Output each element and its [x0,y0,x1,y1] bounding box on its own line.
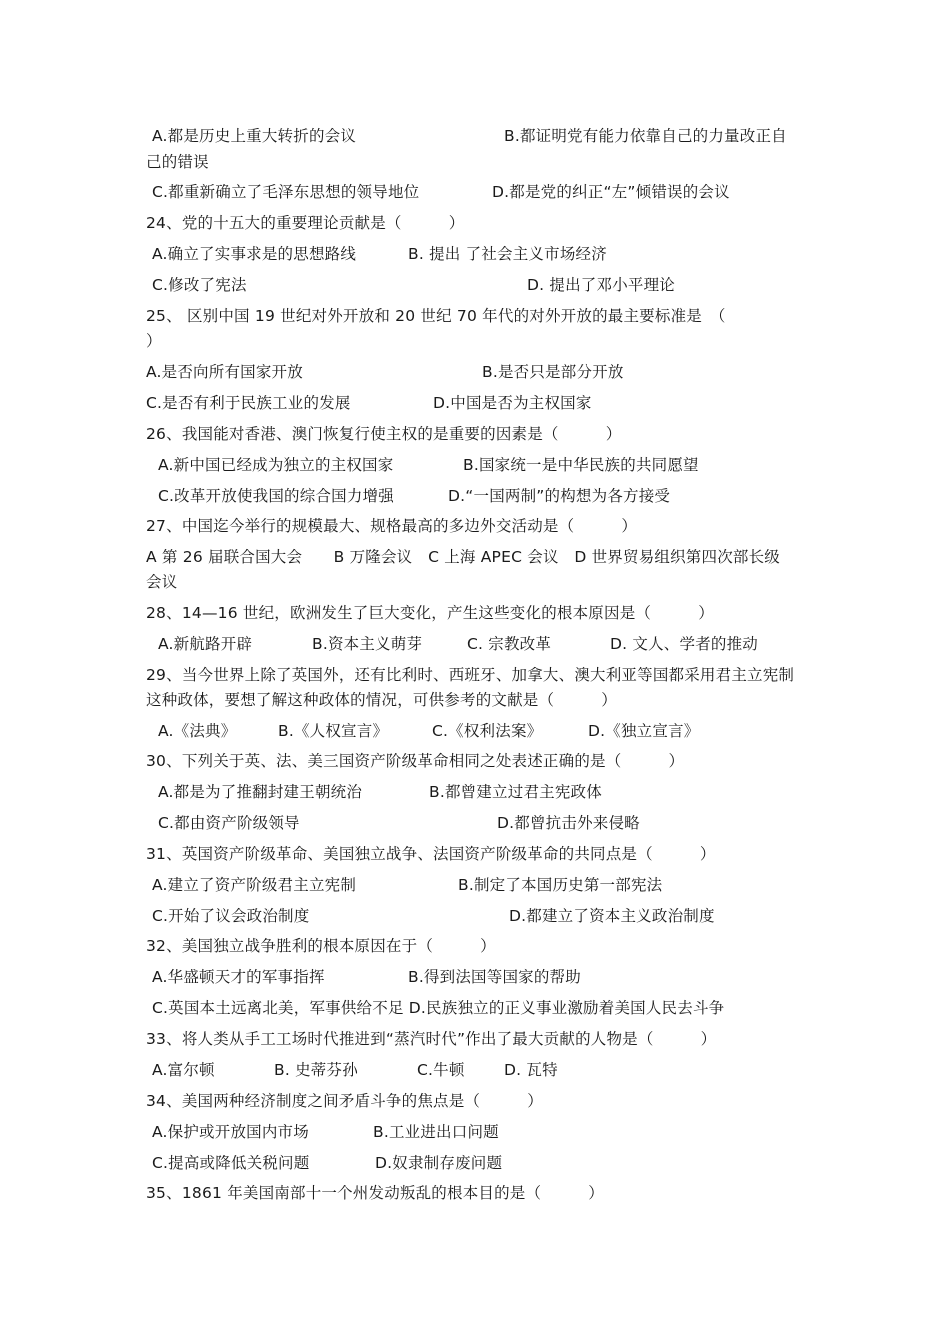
q30-option-a: A.都是为了推翻封建王朝统治 [158,783,363,801]
q33-stem: 33、将人类从手工工场时代推进到“蒸汽时代”作出了最大贡献的人物是（ ） [146,1030,717,1048]
q29-option-b: B.《人权宣言》 [278,722,389,740]
q28-option-c: C. 宗教改革 [467,635,552,653]
q23-option-c: C.都重新确立了毛泽东思想的领导地位 [152,183,420,201]
q25-option-a: A.是否向所有国家开放 [146,363,303,381]
q31-stem: 31、英国资产阶级革命、美国独立战争、法国资产阶级革命的共同点是（ ） [146,845,716,863]
q33-option-c: C.牛顿 [417,1061,465,1079]
q28-option-b: B.资本主义萌芽 [312,635,423,653]
q23-option-b-continued: 己的错误 [146,153,209,171]
q25-option-d: D.中国是否为主权国家 [433,394,592,412]
q27-options: A 第 26 届联合国大会 B 万隆会议 C 上海 APEC 会议 D 世界贸易组织第四次部长级 [146,548,781,566]
q23-option-a: A.都是历史上重大转折的会议 [152,127,357,145]
q32-option-b: B.得到法国等国家的帮助 [408,968,581,986]
q30-option-c: C.都由资产阶级领导 [158,814,300,832]
q26-option-c: C.改革开放使我国的综合国力增强 [158,487,394,505]
q31-option-a: A.建立了资产阶级君主立宪制 [152,876,357,894]
q34-option-a: A.保护或开放国内市场 [152,1123,309,1141]
q27-stem: 27、中国迄今举行的规模最大、规格最高的多边外交活动是（ ） [146,517,638,535]
q31-option-c: C.开始了议会政治制度 [152,907,310,925]
q31-option-b: B.制定了本国历史第一部宪法 [458,876,663,894]
q32-option-a: A.华盛顿天才的军事指挥 [152,968,325,986]
q32-option-c-d: C.英国本土远离北美，军事供给不足 D.民族独立的正义事业激励着美国人民去斗争 [152,999,725,1017]
q33-option-a: A.富尔顿 [152,1061,215,1079]
q31-option-d: D.都建立了资本主义政治制度 [509,907,715,925]
q29-option-c: C.《权利法案》 [432,722,543,740]
q34-stem: 34、美国两种经济制度之间矛盾斗争的焦点是（ ） [146,1092,543,1110]
q28-stem: 28、14—16 世纪，欧洲发生了巨大变化，产生这些变化的根本原因是（ ） [146,604,714,622]
q24-option-b: B. 提出 了社会主义市场经济 [408,245,607,263]
q25-option-c: C.是否有利于民族工业的发展 [146,394,351,412]
q34-option-b: B.工业进出口问题 [373,1123,499,1141]
q30-option-b: B.都曾建立过君主宪政体 [429,783,602,801]
q35-stem: 35、1861 年美国南部十一个州发动叛乱的根本目的是（ ） [146,1184,604,1202]
q27-options-continued: 会议 [146,573,178,591]
q25-option-b: B.是否只是部分开放 [482,363,624,381]
q24-option-d: D. 提出了邓小平理论 [527,276,675,294]
q29-stem-continued: 这种政体，要想了解这种政体的情况，可供参考的文献是（ ） [146,691,618,709]
q33-option-b: B. 史蒂芬孙 [274,1061,358,1079]
q23-option-b: B.都证明党有能力依靠自己的力量改正自 [504,127,787,145]
q29-option-a: A.《法典》 [158,722,237,740]
q25-stem: 25、 区别中国 19 世纪对外开放和 20 世纪 70 年代的对外开放的最主要标准是 （ [146,307,726,325]
q28-option-d: D. 文人、学者的推动 [610,635,758,653]
q34-option-d: D.奴隶制存废问题 [375,1154,503,1172]
q23-option-d: D.都是党的纠正“左”倾错误的会议 [492,183,730,201]
q24-option-a: A.确立了实事求是的思想路线 [152,245,357,263]
q25-stem-continued: ） [146,332,162,350]
q24-option-c: C.修改了宪法 [152,276,247,294]
q29-stem: 29、当今世界上除了英国外，还有比利时、西班牙、加拿大、澳大利亚等国都采用君主立宪制 [146,666,795,684]
q30-stem: 30、下列关于英、法、美三国资产阶级革命相同之处表述正确的是（ ） [146,752,685,770]
q26-option-a: A.新中国已经成为独立的主权国家 [158,456,394,474]
q34-option-c: C.提高或降低关税问题 [152,1154,310,1172]
q29-option-d: D.《独立宣言》 [588,722,700,740]
q26-stem: 26、我国能对香港、澳门恢复行使主权的是重要的因素是（ ） [146,425,622,443]
q24-stem: 24、党的十五大的重要理论贡献是（ ） [146,214,465,232]
q26-option-b: B.国家统一是中华民族的共同愿望 [463,456,699,474]
q26-option-d: D.“一国两制”的构想为各方接受 [448,487,671,505]
q30-option-d: D.都曾抗击外来侵略 [497,814,640,832]
q32-stem: 32、美国独立战争胜利的根本原因在于（ ） [146,937,496,955]
q28-option-a: A.新航路开辟 [158,635,253,653]
q33-option-d: D. 瓦特 [504,1061,558,1079]
